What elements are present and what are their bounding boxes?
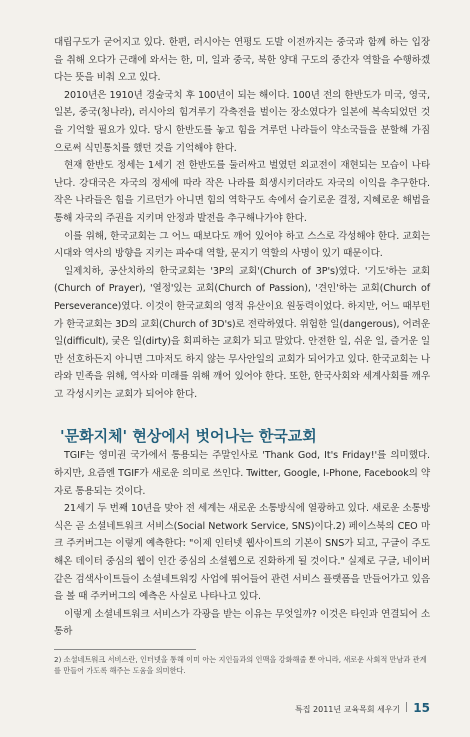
footer-divider bbox=[406, 702, 407, 712]
paragraph: 이렇게 소셜네트워크 서비스가 각광을 받는 이유는 무엇일까? 이것은 타인과 연결되어 소통하 bbox=[54, 608, 430, 638]
footnote: 2) 소셜네트워크 서비스란, 인터넷을 통해 이미 아는 지인들과의 인맥을 강화해줄 뿐 아니라, 새로운 사회적 만남과 관계를 만들어 가도록 해주는 도움을 의미한다. bbox=[54, 655, 427, 675]
page-number: 15 bbox=[413, 701, 430, 715]
section-title: '문화지체' 현상에서 벗어나는 한국교회 bbox=[60, 427, 317, 446]
page-footer bbox=[295, 701, 430, 715]
paragraph: 대립구도가 굳어지고 있다. 한편, 러시아는 연평도 도발 이전까지는 중국과 함께 하는 입장을 취해 오다가 근래에 와서는 한, 미, 일과 중국, 북한 양대 구도의 중간자 역할을 수행하겠다는 뜻을 비춰 오고 있다. bbox=[54, 37, 430, 84]
paragraph: TGIF는 영미권 국가에서 통용되는 주말인사로 'Thank God, It's Friday!'를 의미했다. 하지만, 요즘엔 TGIF가 새로운 의미로 쓰인다. Twitter, Google, I-Phone, Facebook의 약자로 통용되는 것이다. bbox=[54, 450, 430, 497]
paragraph: 21세기 두 번째 10년을 맞아 전 세계는 새로운 소통방식에 열광하고 있다. 새로운 소통방식은 곧 소셜네트워크 서비스(Social Network Service, SNS)이다.2) 페이스북의 CEO 마크 주커버그는 이렇게 예측한다: "이제 인터넷 웹사이트의 기본이 SNS가 되고, 구글이 주도해온 데이터 중심의 웹이 인간 중심의 소셜웹으로 진화하게 될 것이다." 실제로 구글, 네이버 같은 검색사이트들이 소셜네트워킹 사업에 뛰어들어 관련 서비스 플랫폼을 만들어가고 있음을 볼 때 주커버그의 예측은 사실로 나타나고 있다. bbox=[54, 503, 430, 603]
paragraph: 2010년은 1910년 경술국치 후 100년이 되는 해이다. 100년 전의 한반도가 미국, 영국, 일본, 중국(청나라), 러시아의 힘겨루기 각축전을 벌이는 장소였다가 일본에 복속되었던 것을 기억할 필요가 있다. 당시 한반도를 놓고 힘을 겨루던 나라들이 약소국들을 분할해 가짐으로써 식민통치를 했던 것을 기억해야 한다. bbox=[54, 89, 430, 154]
footer-label: 특집 2011년 교육목회 세우기 bbox=[295, 705, 401, 714]
paragraph: 일제치하, 공산치하의 한국교회는 '3P의 교회'(Church of 3P's)였다. '기도'하는 교회(Church of Prayer), '열정'있는 교회(Church of Passion), '견인'하는 교회(Church of Perseverance)였다. 이것이 한국교회의 영적 유산이요 원동력이었다. 하지만, 어느 때부턴가 한국교회는 3D의 교회(Church of 3D's)로 전락하였다. 위험한 일(dangerous), 어려운 일(difficult), 궂은 일(dirty)을 회피하는 교회가 되고 말았다. 안전한 일, 쉬운 일, 즐거운 일만 선호하든지 아니면 그마저도 하지 않는 무사안일의 교회가 되어가고 있다. 한국교회는 나라와 민족을 위해, 역사와 미래를 위해 깨어 있어야 한다. 또한, 한국사회와 세계사회를 깨우고 각성시키는 교회가 되어야 한다. bbox=[54, 265, 430, 400]
paragraph: 현재 한반도 정세는 1세기 전 한반도를 둘러싸고 벌였던 외교전이 재현되는 모습이 나타난다. 강대국은 자국의 정세에 따라 작은 나라를 희생시키더라도 자국의 이익을 추구한다. 작은 나라들은 힘을 기르던가 아니면 힘의 역학구도 속에서 슬기로운 결정, 지혜로운 해법을 통해 자국의 주권을 지키며 안정과 발전을 추구해나가야 한다. bbox=[54, 160, 430, 224]
footnote-divider bbox=[54, 649, 196, 650]
paragraph: 이를 위해, 한국교회는 그 어느 때보다도 깨어 있어야 하고 스스로 각성해야 한다. 교회는 시대와 역사의 방향을 지키는 파수대 역할, 문지기 역할의 사명이 있기 때문이다. bbox=[54, 230, 430, 260]
